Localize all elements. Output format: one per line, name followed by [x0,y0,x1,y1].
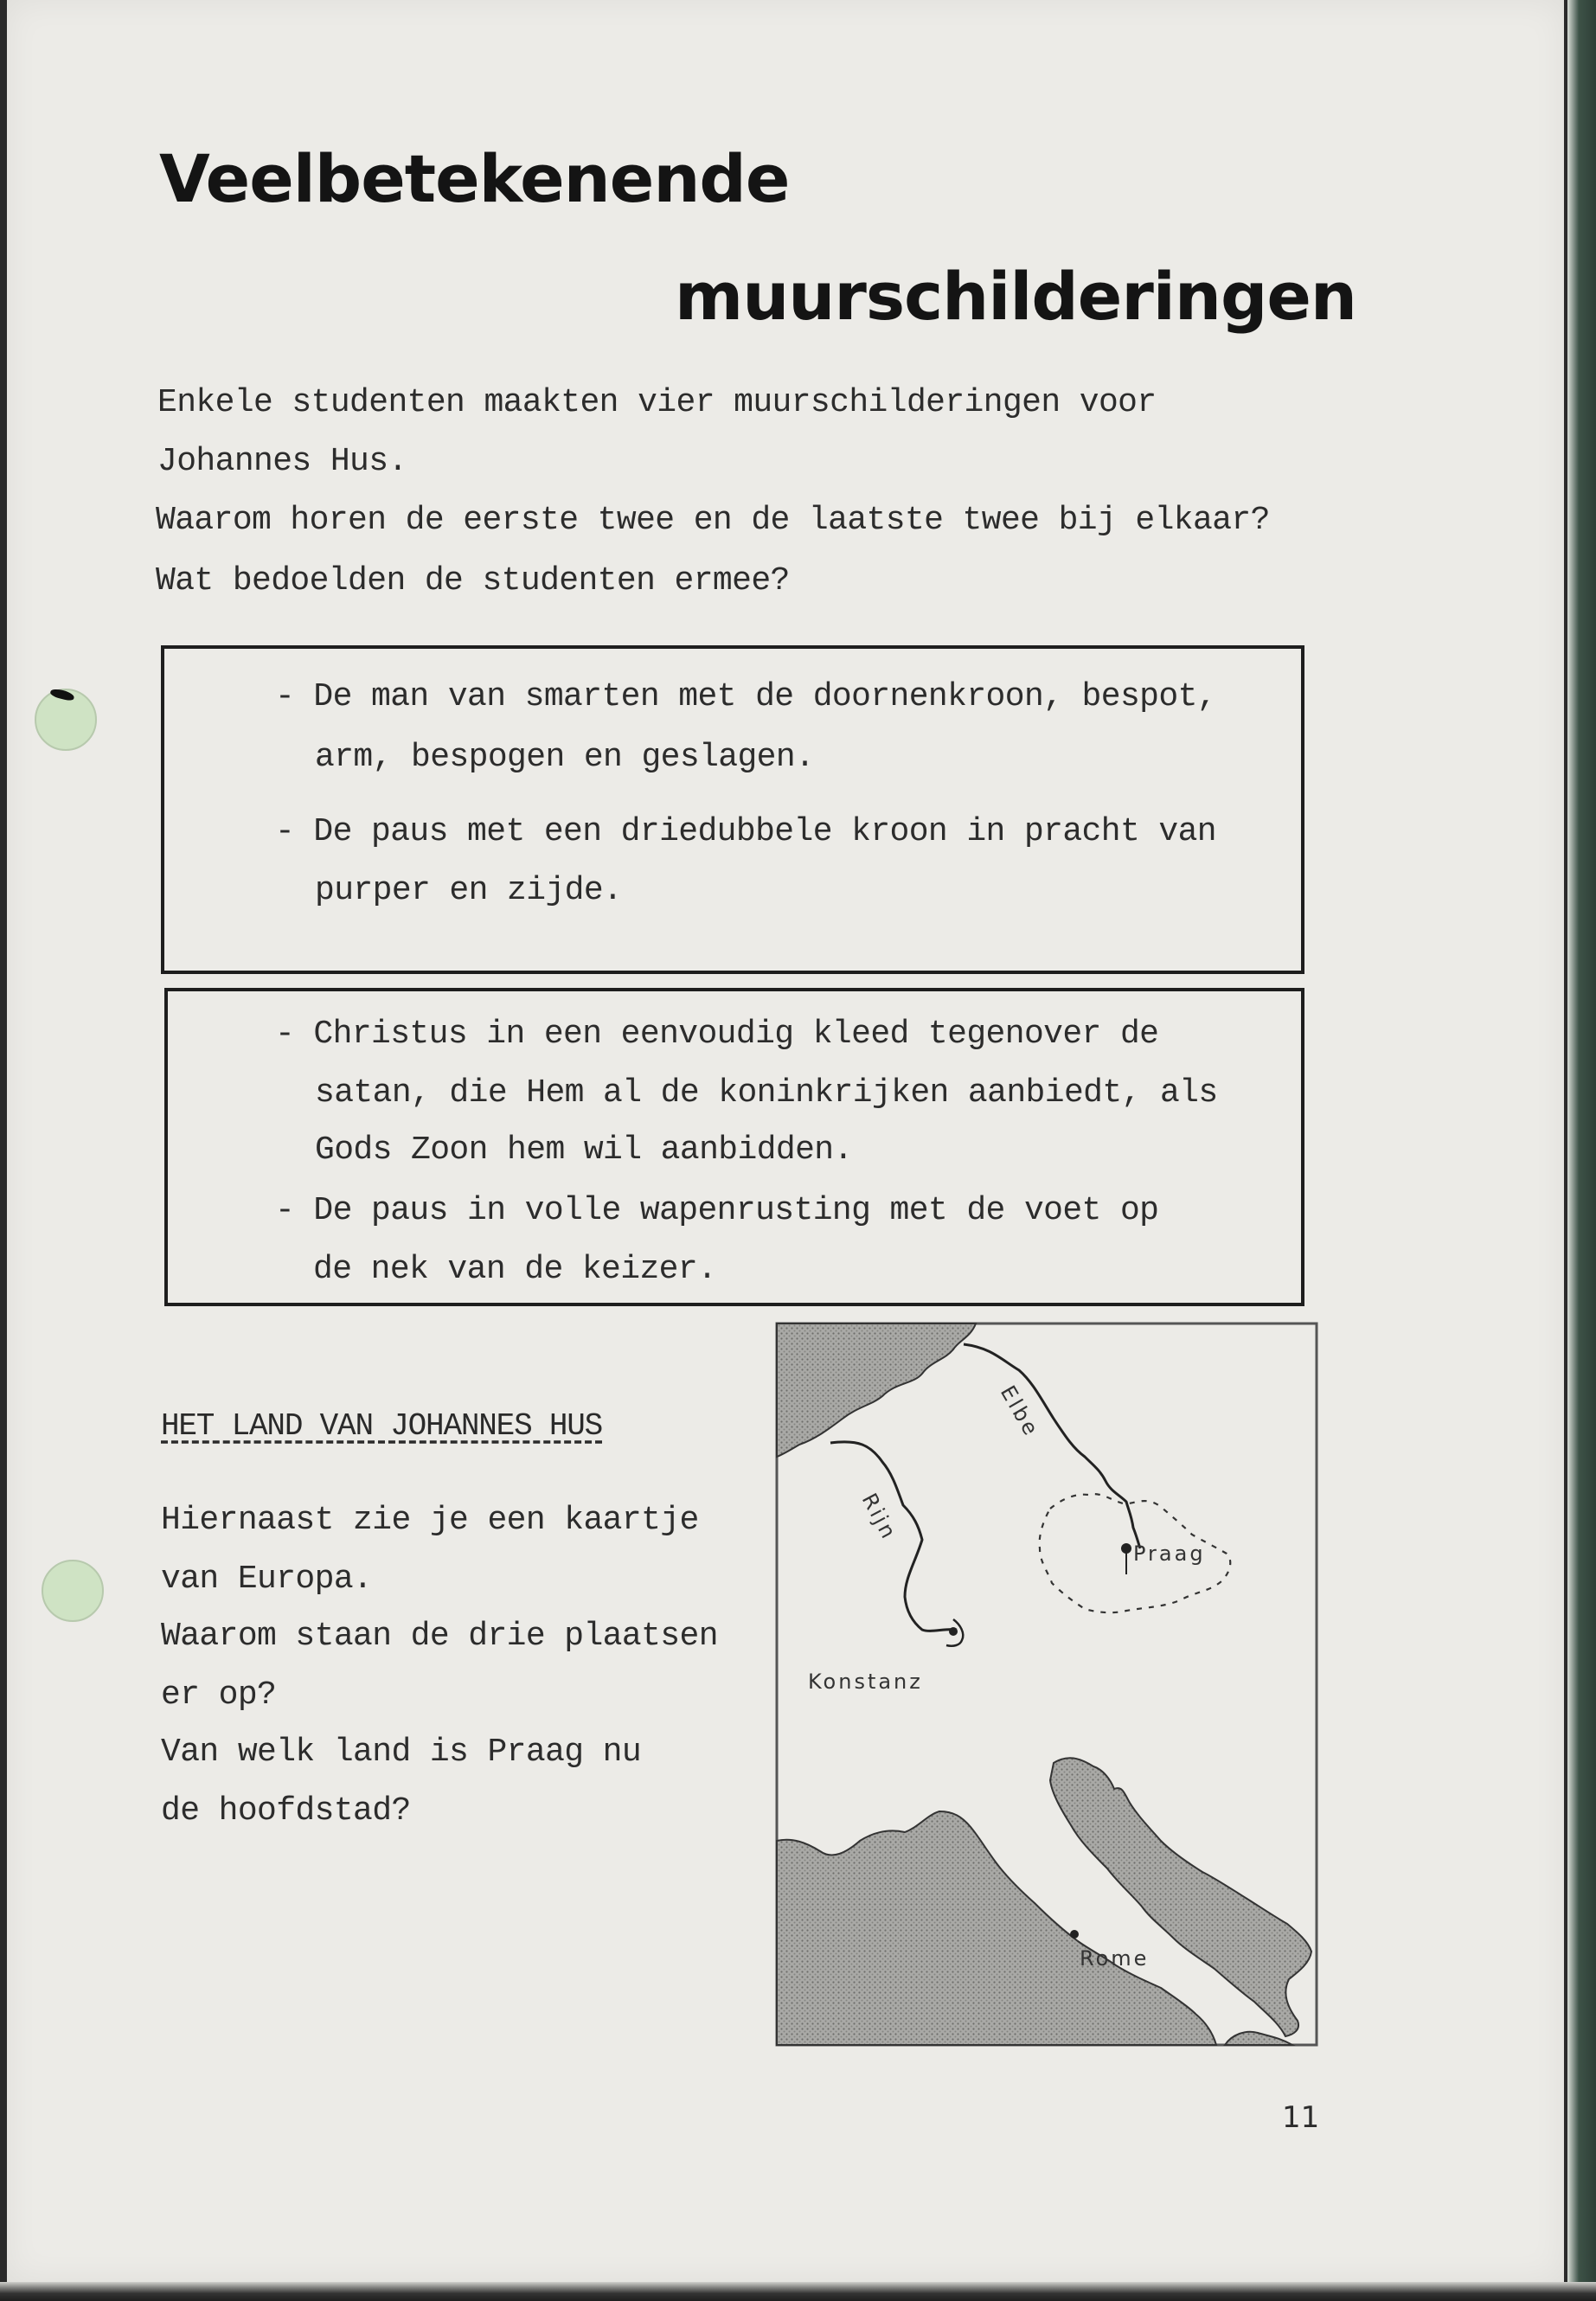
intro-line: Enkele studenten maakten vier muurschilderingen voor [157,384,1157,421]
page-number: 11 [1282,2100,1320,2135]
punch-hole-bottom [42,1560,104,1622]
section-heading: HET LAND VAN JOHANNES HUS [161,1408,603,1444]
rome-marker [1070,1930,1079,1939]
section-line: van Europa. [161,1561,373,1598]
page-title-line-1: Veelbetekenende [159,140,790,217]
mural-3-line: - Christus in een eenvoudig kleed tegenover de [275,1016,1159,1053]
intro-line: Johannes Hus. [157,443,407,480]
page-bottom-edge [0,2282,1596,2301]
mural-4-line: - De paus in volle wapenrusting met de voet op [275,1192,1159,1229]
elbe-river [964,1344,1140,1548]
north-sea-coast [777,1324,976,1457]
southern-coast [1225,2032,1292,2045]
intro-line: Wat bedoelden de studenten ermee? [156,562,790,599]
mural-2-line: purper en zijde. [315,872,623,909]
mural-3-line: Gods Zoon hem wil aanbidden. [315,1131,853,1169]
page-title-line-2: muurschilderingen [675,258,1357,335]
europe-map-drawing [775,1322,1318,2047]
rijn-label: Rijn [856,1489,902,1545]
europe-map [775,1322,1318,2047]
intro-line: Waarom horen de eerste twee en de laatste twee bij elkaar? [156,502,1270,539]
section-line: Hiernaast zie je een kaartje [161,1502,699,1539]
section-line: Waarom staan de drie plaatsen [161,1618,718,1655]
elbe-label: Elbe [995,1381,1044,1442]
mural-2-line: - De paus met een driedubbele kroon in pracht van [275,813,1216,850]
rome-label: Rome [1080,1946,1150,1971]
mural-1-line: arm, bespogen en geslagen. [315,739,815,776]
section-line: Van welk land is Praag nu [161,1734,642,1771]
mural-4-line: de nek van de keizer. [313,1251,717,1288]
mural-1-line: - De man van smarten met de doornenkroon, bespot, [275,678,1216,715]
mural-3-line: satan, die Hem al de koninkrijken aanbiedt, als [315,1074,1218,1112]
section-line: de hoofdstad? [161,1792,411,1830]
konstanz-label: Konstanz [808,1670,923,1694]
konstanz-marker [949,1627,958,1636]
praag-label: Praag [1133,1541,1206,1566]
section-line: er op? [161,1676,277,1714]
binder-edge [1567,0,1596,2301]
